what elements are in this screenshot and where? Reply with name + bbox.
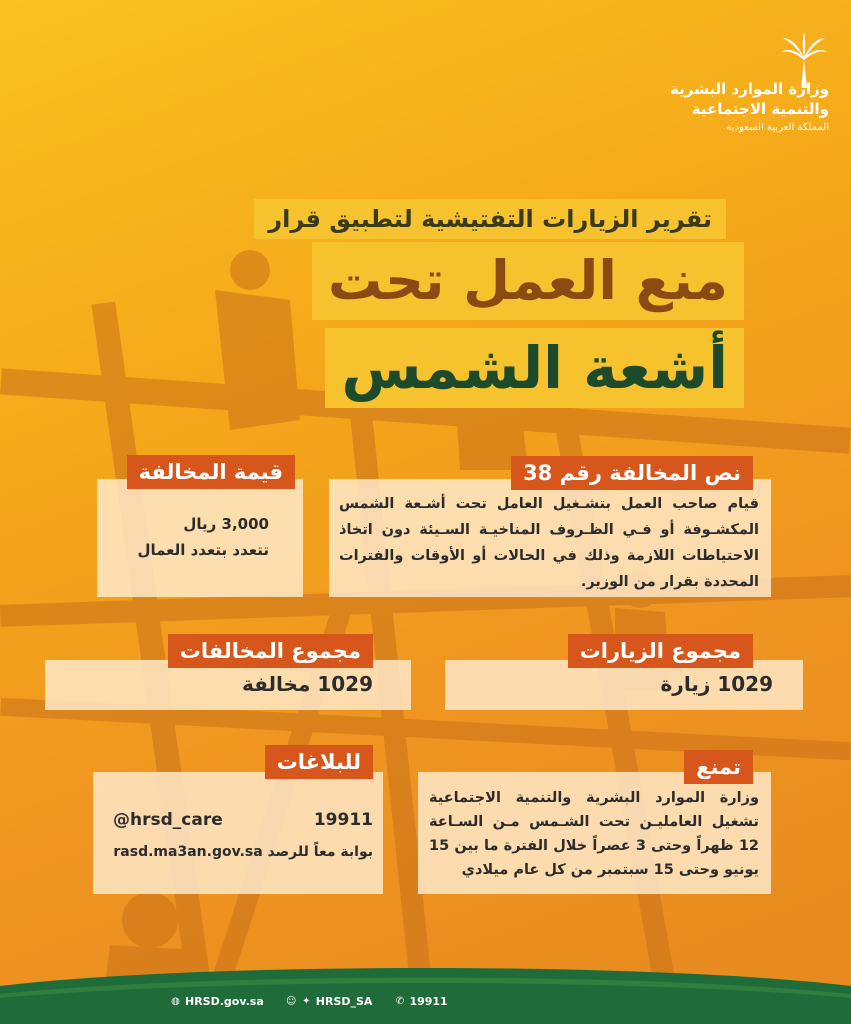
footer-links xyxy=(170,995,448,1008)
footer-phone-link[interactable] xyxy=(394,995,447,1008)
bans-card xyxy=(418,772,771,894)
phone-icon: ✆ xyxy=(395,996,405,1007)
violations-total-heading: مجموع المخالفات xyxy=(168,634,373,668)
violation-text-heading: نص المخالفة رقم 38 xyxy=(511,456,753,490)
bans-body: وزارة الموارد البشرية والتنمية الاجتماعية تشغيل العامليـن تحت الشـمس مـن السـاعة 12 ظهراً وحتى 3 عصراً خلال الفترة ما بين 15 يونيو وحتى 15 سبتمبر من كل عام ميلادي xyxy=(429,790,759,878)
footer-wave xyxy=(0,964,851,1024)
reports-heading: للبلاغات xyxy=(265,745,373,779)
footer-website: HRSD.gov.sa xyxy=(185,995,264,1008)
twitter-icon: ✦ xyxy=(302,996,311,1007)
ministry-name-line2: والتنمية الاجتماعية xyxy=(691,100,829,118)
footer xyxy=(0,964,851,1024)
reports-card xyxy=(93,772,383,894)
snapchat-icon: ☺ xyxy=(286,996,297,1007)
violation-text-body: قيام صاحب العمل بتشـغيل العامل تحت أشـعة الشمس المكشـوفة أو فـي الظـروف المناخيـة السـيئة دون اتخاذ الاحتياطات اللازمة وذلك في الحالات أو الأوقات والفترات المحددة بقرار من الوزير. xyxy=(339,496,759,590)
report-phone[interactable]: 19911 xyxy=(313,810,373,830)
violation-text-card xyxy=(329,479,771,597)
footer-social-link[interactable] xyxy=(286,995,373,1008)
violations-total-value: 1029 مخالفة xyxy=(242,672,373,696)
fine-value: 3,000 ريال xyxy=(183,515,269,533)
report-handle[interactable]: @hrsd_care xyxy=(113,810,223,830)
title-line2: أشعة الشمس xyxy=(325,328,744,408)
fine-heading: قيمة المخالفة xyxy=(127,455,295,489)
footer-social: HRSD_SA xyxy=(315,995,373,1008)
ministry-name-line1: وزارة الموارد البشرية xyxy=(670,80,829,98)
report-kicker: تقرير الزيارات التفتيشية لتطبيق قرار xyxy=(254,199,726,239)
ministry-country: المملكة العربية السعودية xyxy=(726,122,829,133)
report-portal[interactable]: بوابة معاً للرصد rasd.ma3an.gov.sa xyxy=(113,844,373,860)
fine-note: تتعدد بتعدد العمال xyxy=(137,541,269,559)
globe-icon: ◍ xyxy=(171,996,180,1007)
footer-website-link[interactable] xyxy=(170,995,264,1008)
footer-phone: 19911 xyxy=(409,995,448,1008)
title-line1: منع العمل تحت xyxy=(312,242,744,320)
fine-card xyxy=(97,479,303,597)
bans-heading: تمنع xyxy=(684,750,753,784)
visits-total-heading: مجموع الزيارات xyxy=(568,634,753,668)
visits-total-value: 1029 زيارة xyxy=(660,672,773,696)
